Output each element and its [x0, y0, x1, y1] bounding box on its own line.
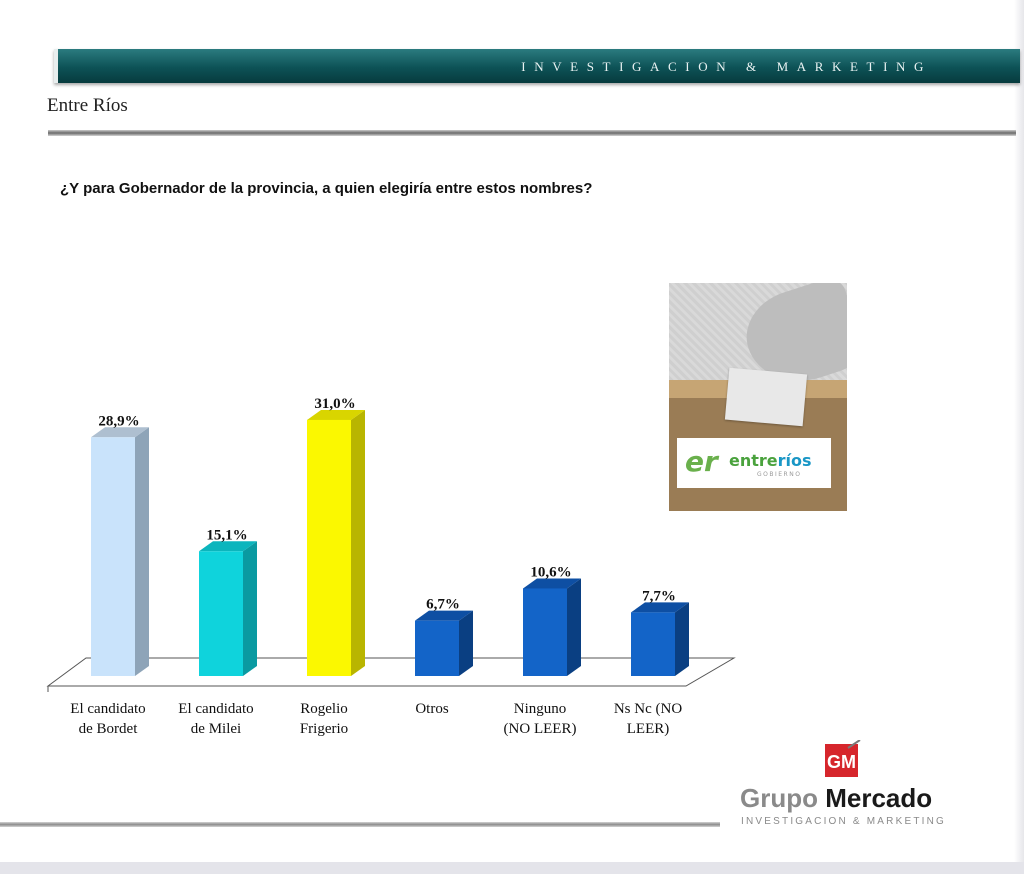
- bar-1: [199, 551, 243, 676]
- page-bottom-band: [0, 862, 1024, 874]
- bar-side-4: [567, 578, 581, 676]
- category-label-3-0: Otros: [415, 701, 449, 717]
- header-brand-line: INVESTIGACION & MARKETING: [521, 59, 932, 74]
- gm-name-bold: Mercado: [825, 783, 933, 813]
- category-label-2-1: Frigerio: [299, 721, 349, 737]
- ballot-paper: [725, 368, 807, 427]
- bar-side-5: [675, 602, 689, 676]
- ballot-box-photo: [669, 283, 847, 511]
- category-label-5-0: Ns Nc (NO: [613, 701, 683, 717]
- bar-4: [523, 588, 567, 676]
- bar-value-label-1: 15,1%: [206, 527, 248, 544]
- header-divider: [48, 130, 1016, 136]
- er-logo-name: [729, 451, 812, 470]
- er-logo-mark: er: [685, 445, 718, 478]
- category-label-1-0: El candidato: [178, 701, 254, 717]
- bar-0: [91, 437, 135, 676]
- bar-value-label-2: 31,0%: [314, 395, 356, 412]
- bar-value-label-4: 10,6%: [530, 564, 572, 581]
- survey-question: ¿Y para Gobernador de la provincia, a quien elegiría entre estos nombres?: [60, 180, 593, 197]
- footer-divider: [0, 822, 720, 827]
- category-label-4-0: Ninguno: [513, 701, 567, 717]
- er-logo-name-b: ríos: [777, 451, 812, 470]
- category-label-2-0: Rogelio: [300, 701, 348, 717]
- header-band: [54, 49, 1020, 83]
- bar-value-label-5: 7,7%: [642, 588, 676, 605]
- category-label-1-1: de Milei: [190, 721, 242, 737]
- entre-rios-logo: [677, 438, 831, 488]
- category-label-0-1: de Bordet: [78, 721, 138, 737]
- er-logo-name-a: entre: [729, 451, 778, 470]
- grupo-mercado-icon: [824, 740, 862, 778]
- grupo-mercado-name: [740, 783, 932, 814]
- bar-side-1: [243, 541, 257, 676]
- region-title: Entre Ríos: [47, 95, 128, 116]
- grupo-mercado-tagline: INVESTIGACION & MARKETING: [741, 816, 947, 827]
- category-label-5-1: LEER): [626, 721, 670, 737]
- bar-value-label-0: 28,9%: [98, 413, 140, 430]
- bar-side-3: [459, 611, 473, 676]
- bar-3: [415, 621, 459, 676]
- bar-value-label-3: 6,7%: [426, 596, 460, 613]
- category-label-4-1: (NO LEER): [503, 721, 577, 737]
- gm-icon-letters: GM: [827, 752, 856, 772]
- er-logo-sub: GOBIERNO: [757, 471, 802, 478]
- bar-2: [307, 420, 351, 676]
- bar-chart: [0, 380, 740, 750]
- bar-side-0: [135, 427, 149, 676]
- bar-5: [631, 612, 675, 676]
- gm-name-light: Grupo: [740, 783, 826, 813]
- bar-side-2: [351, 410, 365, 676]
- category-label-0-0: El candidato: [70, 701, 146, 717]
